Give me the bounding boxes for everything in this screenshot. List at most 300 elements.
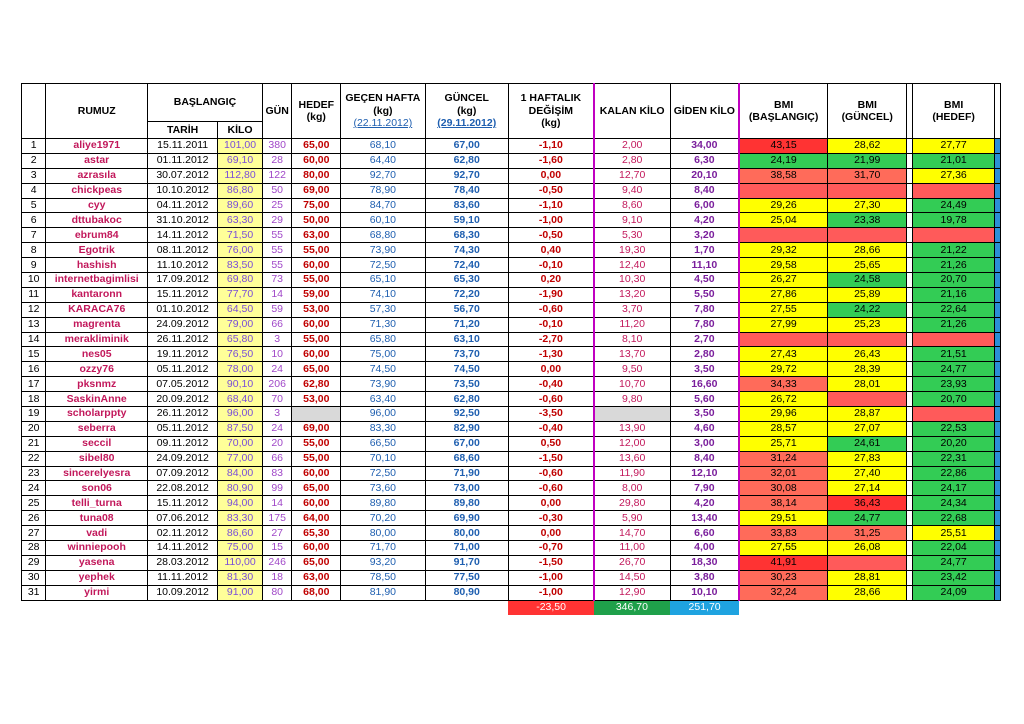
bmi-guncel-cell: 27,40 — [828, 466, 907, 481]
edge-cell — [994, 258, 1000, 273]
bmi-hedef-cell: 21,26 — [913, 317, 994, 332]
kilo-cell: 79,00 — [218, 317, 263, 332]
kilo-cell: 96,00 — [218, 407, 263, 422]
gecen-cell: 78,90 — [341, 183, 425, 198]
bmi-hedef-cell: 22,64 — [913, 302, 994, 317]
edge-cell — [994, 407, 1000, 422]
header-gecen-date: (22.11.2012) — [353, 117, 413, 130]
row-number: 13 — [22, 317, 46, 332]
tarih-cell: 17.09.2012 — [148, 273, 218, 288]
degisim-cell: -0,50 — [508, 228, 593, 243]
table-row — [22, 317, 1001, 332]
row-number: 19 — [22, 407, 46, 422]
guncel-cell: 78,40 — [425, 183, 508, 198]
kalan-cell: 9,80 — [594, 392, 670, 407]
kalan-cell: 3,70 — [594, 302, 670, 317]
bmi-hedef-cell: 22,68 — [913, 511, 994, 526]
bmi-baslangic-cell: 27,55 — [739, 302, 827, 317]
tarih-cell: 01.10.2012 — [148, 302, 218, 317]
bmi-hedef-cell — [913, 332, 994, 347]
header-degisim — [508, 84, 593, 139]
header-baslangic: BAŞLANGIÇ — [148, 84, 263, 122]
header-bmi-hedef — [913, 84, 994, 139]
guncel-cell: 92,70 — [425, 168, 508, 183]
giden-cell: 3,00 — [670, 436, 739, 451]
hedef-cell: 60,00 — [292, 496, 341, 511]
gecen-cell: 64,40 — [341, 153, 425, 168]
table-row — [22, 451, 1001, 466]
bmi-guncel-cell: 28,87 — [828, 407, 907, 422]
rumuz-cell: seberra — [46, 421, 148, 436]
rumuz-cell: sincerelyesra — [46, 466, 148, 481]
gun-cell: 24 — [262, 362, 291, 377]
gun-cell: 80 — [262, 585, 291, 600]
header-bmi-guncel — [828, 84, 907, 139]
total-giden: 251,70 — [670, 600, 739, 615]
gun-cell: 73 — [262, 273, 291, 288]
header-hedef — [292, 84, 341, 139]
bmi-hedef-cell: 20,70 — [913, 273, 994, 288]
degisim-cell: -2,70 — [508, 332, 593, 347]
table-row — [22, 362, 1001, 377]
giden-cell: 18,30 — [670, 555, 739, 570]
guncel-cell: 77,50 — [425, 570, 508, 585]
giden-cell: 4,60 — [670, 421, 739, 436]
bmi-baslangic-cell: 27,55 — [739, 541, 827, 556]
bmi-baslangic-cell: 29,26 — [739, 198, 827, 213]
kilo-cell: 65,80 — [218, 332, 263, 347]
gun-cell: 28 — [262, 153, 291, 168]
tarih-cell: 26.11.2012 — [148, 332, 218, 347]
table-row — [22, 213, 1001, 228]
rumuz-cell: ozzy76 — [46, 362, 148, 377]
bmi-baslangic-cell: 29,32 — [739, 243, 827, 258]
tarih-cell: 15.11.2012 — [148, 287, 218, 302]
rumuz-cell: nes05 — [46, 347, 148, 362]
totals-spacer-right — [739, 600, 1000, 615]
degisim-cell: -1,50 — [508, 451, 593, 466]
header-tarih: TARİH — [148, 122, 218, 139]
row-number: 15 — [22, 347, 46, 362]
guncel-cell: 68,30 — [425, 228, 508, 243]
giden-cell: 20,10 — [670, 168, 739, 183]
bmi-hedef-cell: 27,77 — [913, 139, 994, 154]
edge-cell — [994, 183, 1000, 198]
hedef-cell: 65,30 — [292, 526, 341, 541]
edge-cell — [994, 302, 1000, 317]
edge-cell — [994, 347, 1000, 362]
header-rumuz: RUMUZ — [46, 84, 148, 139]
bmi-baslangic-cell: 29,58 — [739, 258, 827, 273]
edge-cell — [994, 317, 1000, 332]
degisim-cell: 0,00 — [508, 362, 593, 377]
hedef-cell: 50,00 — [292, 213, 341, 228]
tarih-cell: 14.11.2012 — [148, 541, 218, 556]
kilo-cell: 90,10 — [218, 377, 263, 392]
guncel-cell: 67,00 — [425, 139, 508, 154]
gun-cell: 15 — [262, 541, 291, 556]
gecen-cell: 89,80 — [341, 496, 425, 511]
tarih-cell: 24.09.2012 — [148, 317, 218, 332]
kilo-cell: 71,50 — [218, 228, 263, 243]
bmi-hedef-cell: 24,77 — [913, 555, 994, 570]
rumuz-cell: merakliminik — [46, 332, 148, 347]
header-bmi3-label: BMI — [944, 98, 964, 111]
kilo-cell: 81,30 — [218, 570, 263, 585]
header-gecen — [341, 84, 425, 139]
bmi-baslangic-cell — [739, 183, 827, 198]
bmi-guncel-cell: 28,39 — [828, 362, 907, 377]
giden-cell: 3,20 — [670, 228, 739, 243]
tarih-cell: 20.09.2012 — [148, 392, 218, 407]
bmi-guncel-cell: 27,07 — [828, 421, 907, 436]
table-row — [22, 511, 1001, 526]
table-row — [22, 436, 1001, 451]
gun-cell: 3 — [262, 407, 291, 422]
bmi-baslangic-cell: 29,72 — [739, 362, 827, 377]
kalan-cell: 13,90 — [594, 421, 670, 436]
guncel-cell: 74,30 — [425, 243, 508, 258]
bmi-baslangic-cell: 25,71 — [739, 436, 827, 451]
row-number: 25 — [22, 496, 46, 511]
table-row — [22, 407, 1001, 422]
bmi-guncel-cell: 27,83 — [828, 451, 907, 466]
rumuz-cell: winniepooh — [46, 541, 148, 556]
row-number: 4 — [22, 183, 46, 198]
edge-cell — [994, 198, 1000, 213]
giden-cell: 7,90 — [670, 481, 739, 496]
header-bmi3-sub: (HEDEF) — [932, 111, 975, 123]
rumuz-cell: azrasıla — [46, 168, 148, 183]
gecen-cell: 75,00 — [341, 347, 425, 362]
hedef-cell: 63,00 — [292, 228, 341, 243]
guncel-cell: 74,50 — [425, 362, 508, 377]
kilo-cell: 91,00 — [218, 585, 263, 600]
bmi-baslangic-cell: 30,23 — [739, 570, 827, 585]
gecen-cell: 65,10 — [341, 273, 425, 288]
bmi-hedef-cell: 22,53 — [913, 421, 994, 436]
gecen-cell: 68,80 — [341, 228, 425, 243]
tarih-cell: 14.11.2012 — [148, 228, 218, 243]
rumuz-cell: telli_turna — [46, 496, 148, 511]
bmi-hedef-cell: 24,17 — [913, 481, 994, 496]
bmi-guncel-cell: 24,77 — [828, 511, 907, 526]
bmi-hedef-cell: 24,49 — [913, 198, 994, 213]
kilo-cell: 77,00 — [218, 451, 263, 466]
kalan-cell: 8,00 — [594, 481, 670, 496]
bmi-baslangic-cell: 33,83 — [739, 526, 827, 541]
rumuz-cell: yephek — [46, 570, 148, 585]
degisim-cell: -0,60 — [508, 302, 593, 317]
gun-cell: 175 — [262, 511, 291, 526]
row-number: 1 — [22, 139, 46, 154]
rumuz-cell: KARACA76 — [46, 302, 148, 317]
kilo-cell: 77,70 — [218, 287, 263, 302]
guncel-cell: 83,60 — [425, 198, 508, 213]
edge-cell — [994, 273, 1000, 288]
hedef-cell: 60,00 — [292, 541, 341, 556]
kilo-cell: 68,40 — [218, 392, 263, 407]
guncel-cell: 62,80 — [425, 392, 508, 407]
edge-cell — [994, 228, 1000, 243]
guncel-cell: 73,00 — [425, 481, 508, 496]
gun-cell: 24 — [262, 421, 291, 436]
header-bmi2-sub: (GÜNCEL) — [841, 111, 893, 123]
gecen-cell: 70,10 — [341, 451, 425, 466]
giden-cell: 11,10 — [670, 258, 739, 273]
hedef-cell: 65,00 — [292, 481, 341, 496]
tarih-cell: 07.09.2012 — [148, 466, 218, 481]
table-row — [22, 421, 1001, 436]
rumuz-cell: Egotrik — [46, 243, 148, 258]
giden-cell: 4,20 — [670, 213, 739, 228]
bmi-hedef-cell: 21,22 — [913, 243, 994, 258]
kalan-cell: 14,70 — [594, 526, 670, 541]
bmi-guncel-cell: 31,25 — [828, 526, 907, 541]
bmi-hedef-cell — [913, 228, 994, 243]
hedef-cell: 65,00 — [292, 139, 341, 154]
guncel-cell: 62,80 — [425, 153, 508, 168]
rumuz-cell: magrenta — [46, 317, 148, 332]
guncel-cell: 71,00 — [425, 541, 508, 556]
guncel-cell: 65,30 — [425, 273, 508, 288]
hedef-cell: 55,00 — [292, 332, 341, 347]
kalan-cell: 13,70 — [594, 347, 670, 362]
row-number: 11 — [22, 287, 46, 302]
table-row — [22, 466, 1001, 481]
rumuz-cell: yirmi — [46, 585, 148, 600]
bmi-guncel-cell: 24,58 — [828, 273, 907, 288]
gun-cell: 25 — [262, 198, 291, 213]
header-gecen-label: GEÇEN HAFTA — [345, 92, 421, 105]
bmi-hedef-cell: 19,78 — [913, 213, 994, 228]
edge-cell — [994, 451, 1000, 466]
kalan-cell: 5,90 — [594, 511, 670, 526]
gecen-cell: 74,10 — [341, 287, 425, 302]
bmi-guncel-cell — [828, 392, 907, 407]
row-number: 17 — [22, 377, 46, 392]
rumuz-cell: dttubakoc — [46, 213, 148, 228]
gecen-cell: 72,50 — [341, 466, 425, 481]
gun-cell: 55 — [262, 258, 291, 273]
degisim-cell: -0,70 — [508, 541, 593, 556]
header-degisim-label: 1 HAFTALIK DEĞİŞİM — [520, 92, 582, 117]
row-number: 31 — [22, 585, 46, 600]
table-row — [22, 377, 1001, 392]
rumuz-cell: ebrum84 — [46, 228, 148, 243]
bmi-guncel-cell — [828, 183, 907, 198]
rumuz-cell: vadi — [46, 526, 148, 541]
bmi-hedef-cell — [913, 183, 994, 198]
table-row — [22, 585, 1001, 600]
edge-cell — [994, 153, 1000, 168]
edge-cell — [994, 332, 1000, 347]
giden-cell: 7,80 — [670, 317, 739, 332]
row-number: 7 — [22, 228, 46, 243]
row-number: 16 — [22, 362, 46, 377]
bmi-hedef-cell: 22,31 — [913, 451, 994, 466]
hedef-cell: 62,80 — [292, 377, 341, 392]
row-number: 3 — [22, 168, 46, 183]
giden-cell: 3,50 — [670, 362, 739, 377]
header-giden: GİDEN KİLO — [670, 84, 739, 139]
rumuz-cell: internetbagimlisi — [46, 273, 148, 288]
tarih-cell: 15.11.2011 — [148, 139, 218, 154]
kilo-cell: 69,10 — [218, 153, 263, 168]
kilo-cell: 63,30 — [218, 213, 263, 228]
gecen-cell: 83,30 — [341, 421, 425, 436]
row-number: 6 — [22, 213, 46, 228]
total-degisim: -23,50 — [508, 600, 593, 615]
gun-cell: 55 — [262, 228, 291, 243]
giden-cell: 34,00 — [670, 139, 739, 154]
hedef-cell: 68,00 — [292, 585, 341, 600]
bmi-guncel-cell: 25,89 — [828, 287, 907, 302]
kalan-cell: 2,80 — [594, 153, 670, 168]
kilo-cell: 64,50 — [218, 302, 263, 317]
rumuz-cell: SaskinAnne — [46, 392, 148, 407]
table-row — [22, 153, 1001, 168]
guncel-cell: 89,80 — [425, 496, 508, 511]
kilo-cell: 76,50 — [218, 347, 263, 362]
edge-cell — [994, 139, 1000, 154]
gun-cell: 27 — [262, 526, 291, 541]
kilo-cell: 112,80 — [218, 168, 263, 183]
degisim-cell: -0,60 — [508, 481, 593, 496]
tarih-cell: 07.05.2012 — [148, 377, 218, 392]
tarih-cell: 15.11.2012 — [148, 496, 218, 511]
table-row — [22, 526, 1001, 541]
gun-cell: 20 — [262, 436, 291, 451]
hedef-cell: 53,00 — [292, 302, 341, 317]
bmi-hedef-cell: 22,04 — [913, 541, 994, 556]
table-row — [22, 183, 1001, 198]
bmi-baslangic-cell: 26,27 — [739, 273, 827, 288]
table-row — [22, 198, 1001, 213]
bmi-hedef-cell: 22,86 — [913, 466, 994, 481]
gecen-cell: 65,80 — [341, 332, 425, 347]
kilo-cell: 86,60 — [218, 526, 263, 541]
gecen-cell: 92,70 — [341, 168, 425, 183]
rumuz-cell: yasena — [46, 555, 148, 570]
giden-cell: 4,00 — [670, 541, 739, 556]
edge-cell — [994, 555, 1000, 570]
gecen-cell: 66,50 — [341, 436, 425, 451]
header-degisim-unit: (kg) — [541, 117, 561, 130]
gecen-cell: 80,00 — [341, 526, 425, 541]
table-row — [22, 541, 1001, 556]
bmi-baslangic-cell: 25,04 — [739, 213, 827, 228]
giden-cell: 8,40 — [670, 451, 739, 466]
kalan-cell: 8,60 — [594, 198, 670, 213]
degisim-cell: -1,30 — [508, 347, 593, 362]
giden-cell: 4,20 — [670, 496, 739, 511]
edge-cell — [994, 421, 1000, 436]
gun-cell: 246 — [262, 555, 291, 570]
kilo-cell: 89,60 — [218, 198, 263, 213]
bmi-baslangic-cell: 24,19 — [739, 153, 827, 168]
bmi-baslangic-cell: 26,72 — [739, 392, 827, 407]
kilo-cell: 78,00 — [218, 362, 263, 377]
header-no — [22, 84, 46, 139]
gecen-cell: 73,90 — [341, 243, 425, 258]
tarih-cell: 24.09.2012 — [148, 451, 218, 466]
kilo-cell: 76,00 — [218, 243, 263, 258]
bmi-baslangic-cell: 32,01 — [739, 466, 827, 481]
bmi-hedef-cell — [913, 407, 994, 422]
gun-cell: 99 — [262, 481, 291, 496]
kalan-cell: 10,30 — [594, 273, 670, 288]
gecen-cell: 78,50 — [341, 570, 425, 585]
table-row — [22, 392, 1001, 407]
bmi-baslangic-cell: 41,91 — [739, 555, 827, 570]
giden-cell: 8,40 — [670, 183, 739, 198]
hedef-cell: 60,00 — [292, 153, 341, 168]
edge-cell — [994, 213, 1000, 228]
tarih-cell: 28.03.2012 — [148, 555, 218, 570]
row-number: 18 — [22, 392, 46, 407]
bmi-baslangic-cell: 31,24 — [739, 451, 827, 466]
bmi-guncel-cell: 24,22 — [828, 302, 907, 317]
guncel-cell: 71,20 — [425, 317, 508, 332]
edge-cell — [994, 570, 1000, 585]
bmi-guncel-cell: 24,61 — [828, 436, 907, 451]
hedef-cell: 69,00 — [292, 183, 341, 198]
bmi-hedef-cell: 23,42 — [913, 570, 994, 585]
bmi-baslangic-cell: 27,99 — [739, 317, 827, 332]
bmi-guncel-cell: 28,66 — [828, 585, 907, 600]
header-kalan: KALAN KİLO — [594, 84, 670, 139]
row-number: 22 — [22, 451, 46, 466]
bmi-guncel-cell: 25,65 — [828, 258, 907, 273]
tarih-cell: 08.11.2012 — [148, 243, 218, 258]
bmi-hedef-cell: 23,93 — [913, 377, 994, 392]
degisim-cell: -0,50 — [508, 183, 593, 198]
kalan-cell: 12,40 — [594, 258, 670, 273]
kalan-cell: 13,20 — [594, 287, 670, 302]
header-edge — [994, 84, 1000, 139]
hedef-cell: 59,00 — [292, 287, 341, 302]
bmi-baslangic-cell: 43,15 — [739, 139, 827, 154]
degisim-cell: -3,50 — [508, 407, 593, 422]
hedef-cell: 60,00 — [292, 317, 341, 332]
tarih-cell: 05.11.2012 — [148, 362, 218, 377]
guncel-cell: 92,50 — [425, 407, 508, 422]
kilo-cell: 83,30 — [218, 511, 263, 526]
table-row — [22, 332, 1001, 347]
bmi-baslangic-cell: 30,08 — [739, 481, 827, 496]
gecen-cell: 72,50 — [341, 258, 425, 273]
bmi-hedef-cell: 24,34 — [913, 496, 994, 511]
edge-cell — [994, 362, 1000, 377]
giden-cell: 2,80 — [670, 347, 739, 362]
degisim-cell: -0,30 — [508, 511, 593, 526]
kalan-cell: 26,70 — [594, 555, 670, 570]
rumuz-cell: scholarppty — [46, 407, 148, 422]
edge-cell — [994, 481, 1000, 496]
kilo-cell: 86,80 — [218, 183, 263, 198]
bmi-guncel-cell — [828, 332, 907, 347]
rumuz-cell: sibel80 — [46, 451, 148, 466]
row-number: 20 — [22, 421, 46, 436]
gun-cell: 14 — [262, 496, 291, 511]
row-number: 10 — [22, 273, 46, 288]
gun-cell: 14 — [262, 287, 291, 302]
rumuz-cell: tuna08 — [46, 511, 148, 526]
tarih-cell: 01.11.2012 — [148, 153, 218, 168]
totals-spacer — [22, 600, 509, 615]
giden-cell: 10,10 — [670, 585, 739, 600]
